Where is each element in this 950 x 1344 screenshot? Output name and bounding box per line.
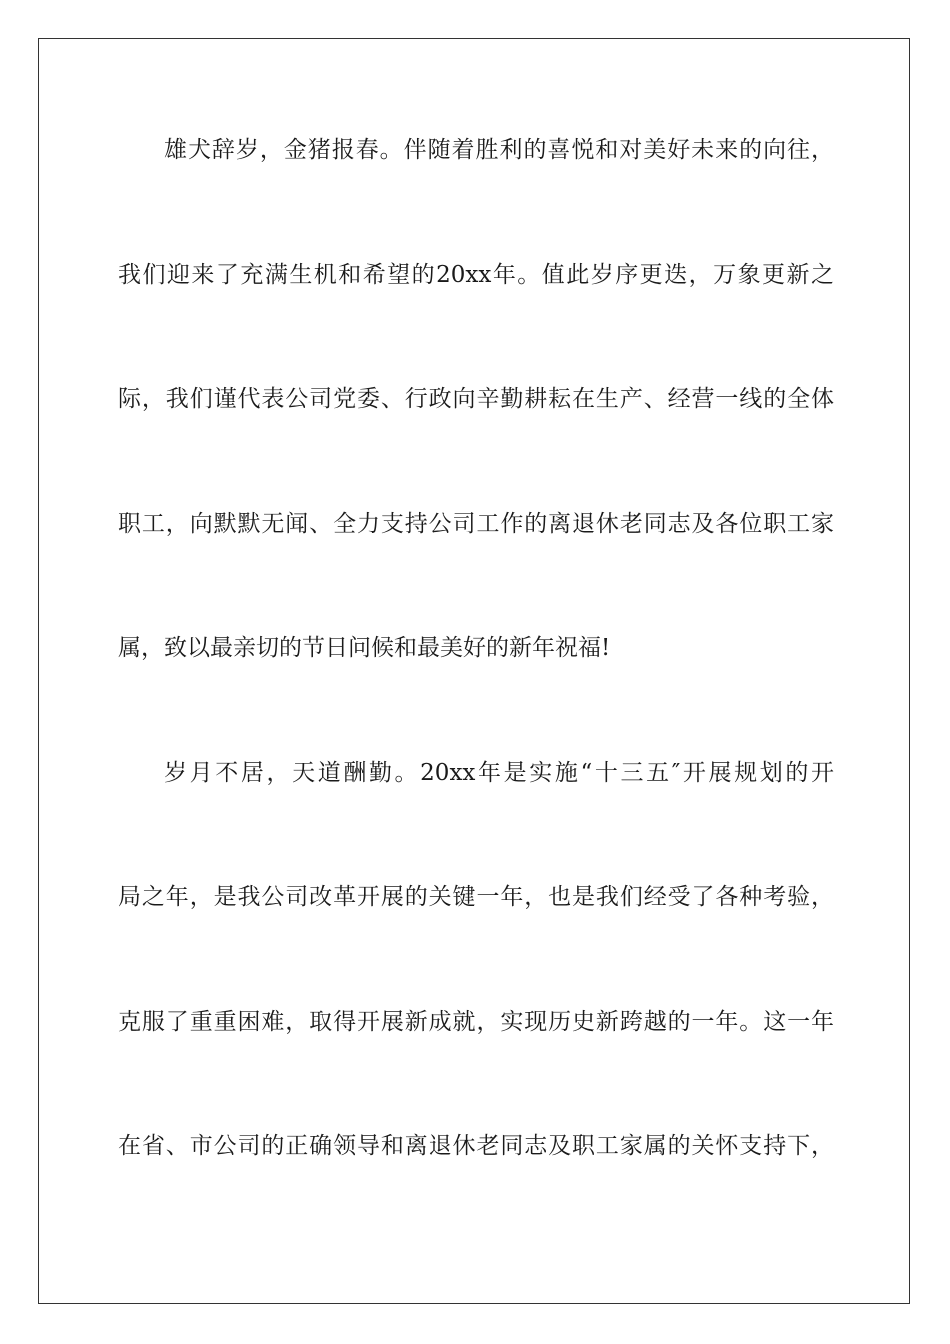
paragraph-2-line-1: 岁月不居，天道酬勤。20xx年是实施“十三五″开展规划的开	[164, 760, 834, 786]
paragraph-2-line-3: 克服了重重困难，取得开展新成就，实现历史新跨越的一年。这一年	[118, 1009, 834, 1035]
paragraph-1-line-3: 际，我们谨代表公司党委、行政向辛勤耕耘在生产、经营一线的全体	[118, 386, 834, 412]
paragraph-2-line-4: 在省、市公司的正确领导和离退休老同志及职工家属的关怀支持下，	[118, 1133, 834, 1159]
page-frame	[38, 38, 910, 1304]
paragraph-1-line-5: 属，致以最亲切的节日问候和最美好的新年祝福!	[118, 635, 611, 661]
paragraph-1-line-1: 雄犬辞岁，金猪报春。伴随着胜利的喜悦和对美好未来的向往，	[164, 137, 834, 163]
paragraph-1-line-2: 我们迎来了充满生机和希望的20xx年。值此岁序更迭，万象更新之	[118, 262, 834, 288]
paragraph-2-line-2: 局之年，是我公司改革开展的关键一年，也是我们经受了各种考验，	[118, 884, 834, 910]
paragraph-1-line-4: 职工，向默默无闻、全力支持公司工作的离退休老同志及各位职工家	[118, 511, 834, 537]
